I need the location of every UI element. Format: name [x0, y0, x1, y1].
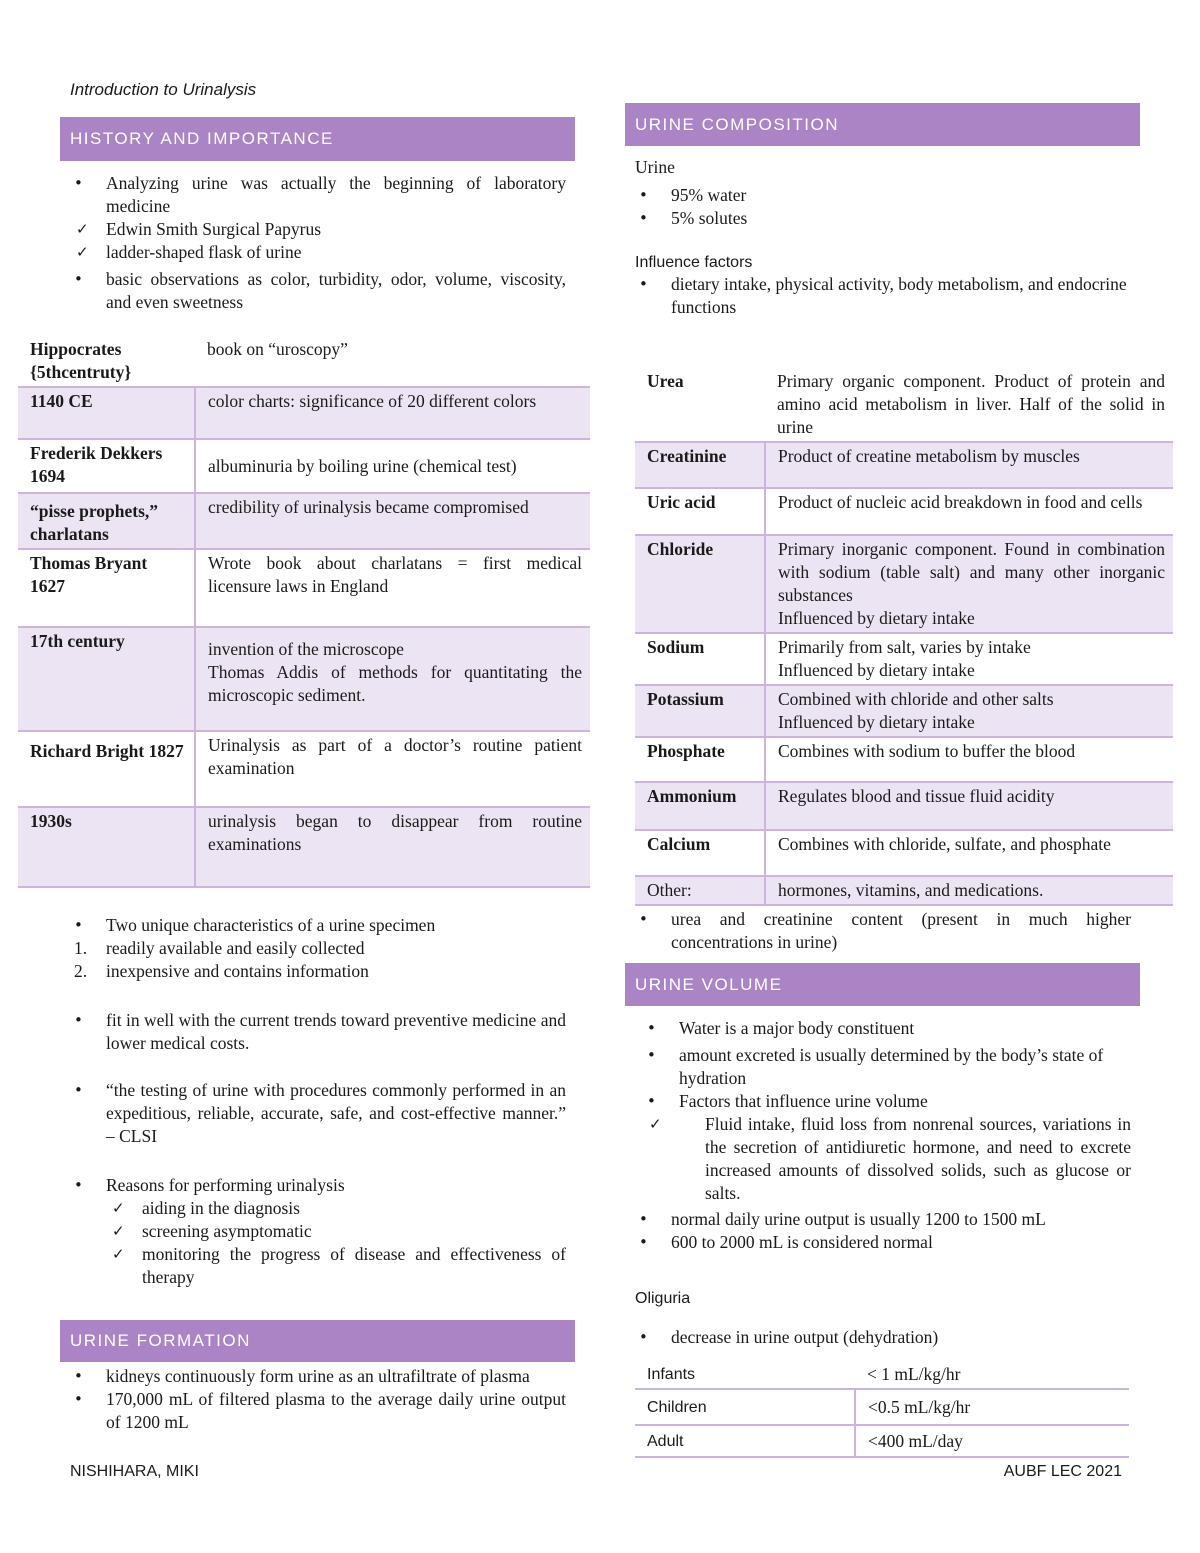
composition-table	[635, 368, 1173, 906]
item-text: readily available and easily collected	[106, 938, 365, 958]
section-header-composition	[625, 103, 1140, 146]
table-value	[765, 685, 1173, 737]
table-key: Other:	[635, 876, 765, 905]
table-row	[635, 368, 1173, 442]
section-header-label: URINE FORMATION	[70, 1331, 251, 1350]
table-key: Sodium	[635, 633, 765, 685]
volume-normal	[635, 1208, 1131, 1254]
table-key: Infants	[635, 1361, 855, 1389]
table-row	[635, 633, 1173, 685]
list-item: • decrease in urine output (dehydration)	[635, 1326, 1131, 1349]
table-value-line: Influenced by dietary intake	[778, 608, 975, 628]
table-row	[18, 387, 590, 439]
list-item: • normal daily urine output is usually 1200 to 1500 mL	[635, 1208, 1131, 1231]
section-header-label: URINE COMPOSITION	[635, 114, 840, 134]
table-key: Chloride	[635, 535, 765, 633]
table-row	[635, 685, 1173, 737]
table-value	[765, 535, 1173, 633]
table-value: urinalysis began to disappear from routine examinations	[195, 807, 590, 887]
table-value: <400 mL/day	[855, 1425, 1129, 1457]
table-row	[635, 1425, 1129, 1457]
table-row	[635, 876, 1173, 905]
table-value-line: Thomas Addis of methods for quantitating the microscopic sediment.	[208, 662, 582, 705]
table-key: 17th century	[18, 627, 195, 731]
table-key: Urea	[635, 368, 765, 442]
table-value-line: Primarily from salt, varies by intake	[778, 637, 1031, 657]
section-header-label: HISTORY AND IMPORTANCE	[70, 129, 334, 148]
table-row	[635, 1361, 1129, 1389]
influence-label: Influence factors	[635, 254, 753, 271]
table-value-line: Primary inorganic component. Found in combination with sodium (table salt) and many other inorganic substances	[778, 539, 1165, 605]
table-row	[18, 549, 590, 627]
table-row	[18, 627, 590, 731]
oliguria-label: Oliguria	[635, 1290, 691, 1307]
table-key: Children	[635, 1389, 855, 1425]
list-item: • 600 to 2000 mL is considered normal	[635, 1231, 1131, 1254]
table-key: Richard Bright 1827	[18, 731, 195, 807]
table-key: Calcium	[635, 830, 765, 876]
page-title: Introduction to Urinalysis	[70, 80, 257, 99]
table-value: book on “uroscopy”	[195, 336, 590, 387]
table-value-line: Influenced by dietary intake	[778, 660, 975, 680]
list-item: • Water is a major body constituent	[643, 1017, 1131, 1040]
check-item: ✓ Edwin Smith Surgical Papyrus	[70, 218, 566, 241]
footer-course: AUBF LEC 2021	[1003, 1463, 1122, 1480]
section-header-label: URINE VOLUME	[635, 974, 783, 994]
table-row	[635, 830, 1173, 876]
table-value: Product of creatine metabolism by muscles	[765, 442, 1173, 488]
table-row	[635, 442, 1173, 488]
table-key: “pisse prophets,” charlatans	[18, 493, 195, 549]
item-number: 2.	[74, 961, 88, 981]
oliguria-table	[635, 1361, 1129, 1458]
table-key: Adult	[635, 1425, 855, 1457]
list-item: • Analyzing urine was actually the beginning of laboratory medicine	[70, 172, 566, 218]
urine-label: Urine	[635, 157, 675, 177]
composition-intro	[635, 156, 1135, 319]
formation-list	[70, 1365, 566, 1434]
list-item: • kidneys continuously form urine as an ultrafiltrate of plasma	[70, 1365, 566, 1388]
table-value: Primary organic component. Product of protein and amino acid metabolism in liver. Half of the solid in urine	[765, 368, 1173, 442]
table-key: Ammonium	[635, 782, 765, 830]
list-item: • Factors that influence urine volume	[643, 1090, 1131, 1113]
composition-note	[635, 908, 1131, 954]
table-row	[18, 493, 590, 549]
history-table	[18, 336, 590, 888]
table-row	[18, 336, 590, 387]
table-row	[635, 1389, 1129, 1425]
history-notes	[70, 914, 566, 1289]
check-item: ✓ screening asymptomatic	[106, 1220, 566, 1243]
list-item: • urea and creatinine content (present in much higher concentrations in urine)	[635, 908, 1131, 954]
table-value: hormones, vitamins, and medications.	[765, 876, 1173, 905]
table-row	[18, 807, 590, 887]
numbered-item	[70, 937, 566, 960]
table-value: Combines with chloride, sulfate, and phosphate	[765, 830, 1173, 876]
table-key: Creatinine	[635, 442, 765, 488]
item-number: 1.	[74, 938, 88, 958]
list-item: • 170,000 mL of filtered plasma to the average daily urine output of 1200 mL	[70, 1388, 566, 1434]
list-item: • dietary intake, physical activity, body metabolism, and endocrine functions	[635, 273, 1135, 319]
section-header-volume	[625, 963, 1140, 1006]
list-item: • Two unique characteristics of a urine specimen	[70, 914, 566, 937]
list-item: • Reasons for performing urinalysis	[70, 1174, 566, 1197]
table-row	[635, 488, 1173, 535]
table-value: Regulates blood and tissue fluid acidity	[765, 782, 1173, 830]
table-value: color charts: significance of 20 different colors	[195, 387, 590, 439]
volume-list	[643, 1017, 1131, 1205]
table-value: credibility of urinalysis became compromised	[195, 493, 590, 549]
check-item: ✓ aiding in the diagnosis	[106, 1197, 566, 1220]
table-key: 1930s	[18, 807, 195, 887]
check-item: ✓ ladder-shaped flask of urine	[70, 241, 566, 264]
list-item: • “the testing of urine with procedures commonly performed in an expeditious, reliable, accurate, safe, and cost-effective manner.” – CLSI	[70, 1079, 566, 1148]
table-value: albuminuria by boiling urine (chemical test)	[195, 439, 590, 493]
list-item: • 95% water	[635, 184, 1135, 207]
history-intro	[70, 172, 566, 314]
table-value: Combines with sodium to buffer the blood	[765, 737, 1173, 782]
table-row	[18, 439, 590, 493]
table-value-line: Influenced by dietary intake	[778, 712, 975, 732]
table-key: Phosphate	[635, 737, 765, 782]
table-value-line: Combined with chloride and other salts	[778, 689, 1054, 709]
table-key: Thomas Bryant 1627	[18, 549, 195, 627]
item-text: inexpensive and contains information	[106, 961, 369, 981]
numbered-item	[70, 960, 566, 983]
table-value	[765, 633, 1173, 685]
table-key: Frederik Dekkers 1694	[18, 439, 195, 493]
table-value-line: invention of the microscope	[208, 639, 404, 659]
list-item: • fit in well with the current trends toward preventive medicine and lower medical costs.	[70, 1009, 566, 1055]
table-value	[195, 627, 590, 731]
list-item: • amount excreted is usually determined by the body’s state of hydration	[643, 1044, 1131, 1090]
table-key: Hippocrates {5thcentruty}	[18, 336, 195, 387]
table-value: Product of nucleic acid breakdown in food and cells	[765, 488, 1173, 535]
table-row	[18, 731, 590, 807]
table-value: <0.5 mL/kg/hr	[855, 1389, 1129, 1425]
table-value: Wrote book about charlatans = first medical licensure laws in England	[195, 549, 590, 627]
table-value: Urinalysis as part of a doctor’s routine patient examination	[195, 731, 590, 807]
section-header-formation	[60, 1320, 575, 1362]
footer-author: NISHIHARA, MIKI	[70, 1463, 199, 1480]
table-row	[635, 535, 1173, 633]
table-key: 1140 CE	[18, 387, 195, 439]
table-value: < 1 mL/kg/hr	[855, 1361, 1129, 1389]
list-item: • basic observations as color, turbidity, odor, volume, viscosity, and even sweetness	[70, 268, 566, 314]
table-key: Potassium	[635, 685, 765, 737]
check-item: ✓ Fluid intake, fluid loss from nonrenal sources, variations in the secretion of antidiuretic hormone, and need to excrete increased amounts of dissolved solids, such as glucose or salts.	[643, 1113, 1131, 1205]
table-row	[635, 782, 1173, 830]
table-row	[635, 737, 1173, 782]
section-header-history	[60, 117, 575, 161]
check-item: ✓ monitoring the progress of disease and effectiveness of therapy	[106, 1243, 566, 1289]
table-key: Uric acid	[635, 488, 765, 535]
oliguria-list	[635, 1326, 1131, 1349]
list-item: • 5% solutes	[635, 207, 1135, 230]
